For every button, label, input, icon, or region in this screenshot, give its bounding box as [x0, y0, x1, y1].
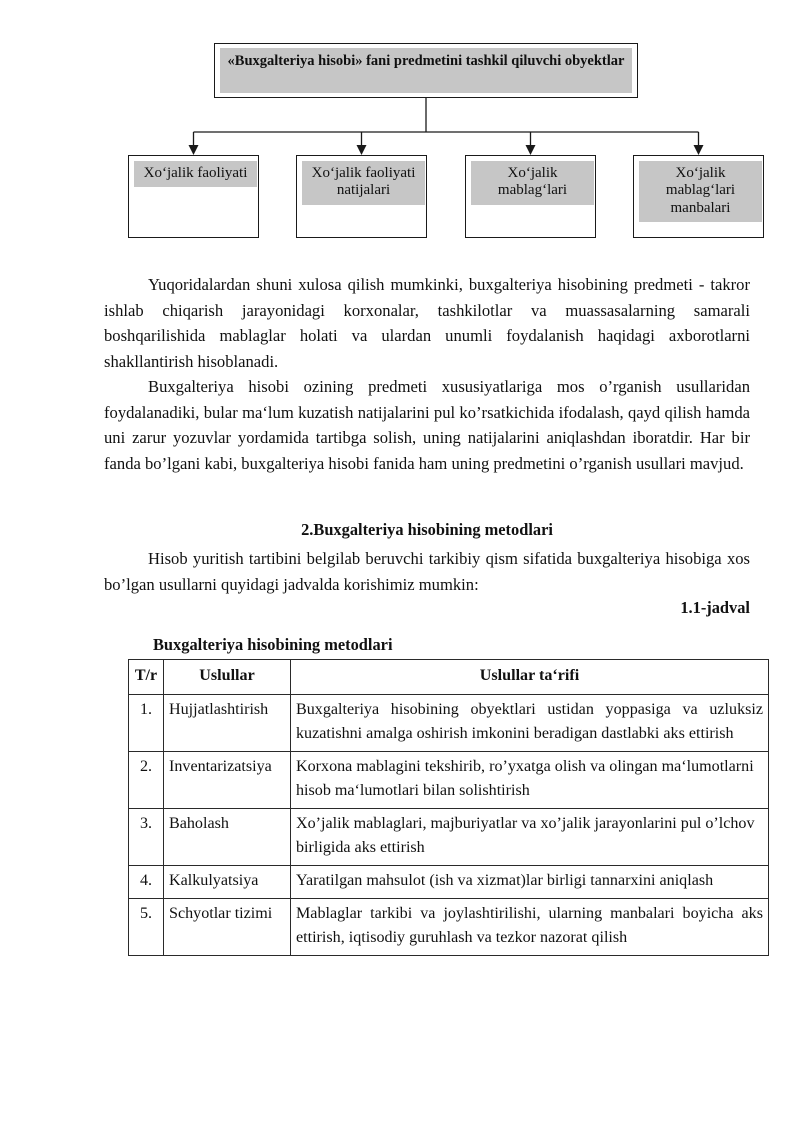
row-number: 1. — [129, 695, 164, 752]
row-number: 2. — [129, 752, 164, 809]
row-method-description: Korxona mablagini tekshirib, ro’yxatga olish va olingan ma‘lumotlarni hisob ma‘lumotlari bilan solishtirish — [291, 752, 769, 809]
diagram-node-label: Xo‘jalik mablag‘lari manbalari — [639, 161, 762, 222]
diagram-node-xojalik-faoliyati-natijalari — [296, 155, 427, 238]
paragraph-jadval-intro: Hisob yuritish tartibini belgilab beruvchi tarkibiy qism sifatida buxgalteriya hisobiga xos bo’lgan usullarni quyidagi jadvalda korishimiz mumkin: — [104, 549, 750, 594]
table-row — [129, 695, 769, 752]
paragraph-predmet-xulosa: Yuqoridalardan shuni xulosa qilish mumkinki, buxgalteriya hisobining predmeti - takror ishlab chiqarish jarayonidagi korxonalar, tashkilotlar va muassasalarning samarali boshqarilishida mablaglar holati va ulardan unumli foydalanish haqidagi axborotlarni shakllantirish hisoblanadi. — [104, 275, 750, 371]
diagram-node-xojalik-mablaglari-manbalari — [633, 155, 764, 238]
diagram-root-label: «Buxgalteriya hisobi» fani predmetini tashkil qiluvchi obyektlar — [220, 48, 632, 93]
row-method-name: Inventarizatsiya — [164, 752, 291, 809]
table-caption: Buxgalteriya hisobining metodlari — [153, 635, 393, 654]
table-row — [129, 866, 769, 899]
table-header-uslullar: Uslullar — [164, 660, 291, 695]
row-method-description: Xo’jalik mablaglari, majburiyatlar va xo’jalik jarayonlarini pul o’lchov birligida aks ettirish — [291, 809, 769, 866]
diagram-root-node — [214, 43, 638, 98]
table-row — [129, 899, 769, 956]
diagram-node-xojalik-faoliyati — [128, 155, 259, 238]
row-method-name: Kalkulyatsiya — [164, 866, 291, 899]
table-number-label: 1.1-jadval — [680, 598, 750, 617]
table-row — [129, 752, 769, 809]
diagram-node-label: Xo‘jalik faoliyati natijalari — [302, 161, 425, 205]
section-heading-metodlari: 2.Buxgalteriya hisobining metodlari — [301, 520, 553, 539]
diagram-node-label: Xo‘jalik mablag‘lari — [471, 161, 594, 205]
row-method-description: Yaratilgan mahsulot (ish va xizmat)lar birligi tannarxini aniqlash — [291, 866, 769, 899]
paragraph-usullar: Buxgalteriya hisobi ozining predmeti xususiyatlariga mos o’rganish usullaridan foydalanadiki, bular ma‘lum kuzatish natijalarini pul ko’rsatkichida ifodalash, qayd qilish hamda uni zarur yozuvlar yordamida tartibga solish, uning natijalarini aniqlashdan iboratdir. Har bir fanda bo’lgani kabi, buxgalteriya hisobi fanida ham uning predmetini o’rganish usullari mavjud. — [104, 377, 750, 473]
table-header-uslullar-tarifi: Uslullar ta‘rifi — [291, 660, 769, 695]
table-header-tr: T/r — [129, 660, 164, 695]
row-method-name: Baholash — [164, 809, 291, 866]
table-row — [129, 809, 769, 866]
row-method-name: Schyotlar tizimi — [164, 899, 291, 956]
org-chart-diagram — [0, 0, 800, 255]
row-method-name: Hujjatlashtirish — [164, 695, 291, 752]
row-number: 5. — [129, 899, 164, 956]
methods-table — [128, 659, 769, 956]
diagram-node-label: Xo‘jalik faoliyati — [134, 161, 257, 187]
row-method-description: Mablaglar tarkibi va joylashtirilishi, ularning manbalari boyicha aks ettirish, iqtisodiy guruhlash va tezkor nazorat qilish — [291, 899, 769, 956]
table-header-row — [129, 660, 769, 695]
diagram-node-xojalik-mablaglari — [465, 155, 596, 238]
row-number: 3. — [129, 809, 164, 866]
row-method-description: Buxgalteriya hisobining obyektlari ustidan yoppasiga va uzluksiz kuzatishni amalga oshirish imkonini beradigan dastlabki aks ettirish — [291, 695, 769, 752]
row-number: 4. — [129, 866, 164, 899]
